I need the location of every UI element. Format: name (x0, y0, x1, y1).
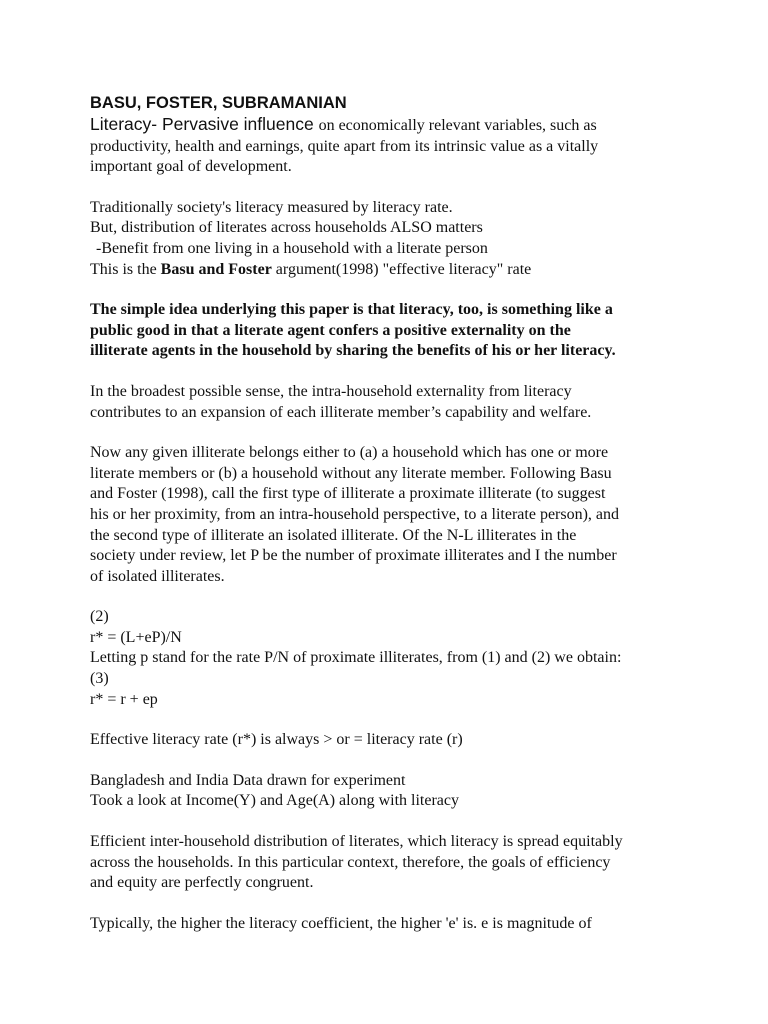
document-page (90, 92, 690, 934)
intro-line-1 (90, 114, 690, 137)
equations-block (90, 607, 690, 710)
now-any-line-1: Now any given illiterate belongs either to (a) a household which has one or more (90, 444, 609, 462)
broadest-paragraph (90, 382, 690, 423)
effective-paragraph (90, 730, 690, 751)
simple-idea-paragraph (90, 300, 690, 362)
now-any-line-4: his or her proximity, from an intra-household perspective, to a literate person), and (90, 505, 620, 523)
equation-3: r* = r + ep (90, 690, 158, 708)
equation-2-label: (2) (90, 608, 109, 626)
intro-paragraph (90, 114, 690, 178)
efficient-line-1: Efficient inter-household distribution of literates, which literacy is spread equitably (90, 833, 623, 851)
now-any-line-6: society under review, let P be the number of proximate illiterates and I the number (90, 547, 617, 565)
intro-lead-tail: on economically relevant variables, such as (318, 117, 597, 134)
traditional-line-4 (90, 260, 690, 281)
simple-idea-line-1: The simple idea underlying this paper is that literacy, too, is something like a (90, 301, 613, 319)
effective-line: Effective literacy rate (r*) is always > or = literacy rate (r) (90, 731, 463, 749)
intro-line-2: productivity, health and earnings, quite apart from its intrinsic value as a vitally (90, 137, 599, 155)
now-any-line-7: of isolated illiterates. (90, 567, 225, 585)
typically-paragraph (90, 914, 690, 935)
now-any-paragraph (90, 443, 690, 587)
traditional-line-4-post: argument(1998) "effective literacy" rate (271, 260, 532, 278)
document-heading: BASU, FOSTER, SUBRAMANIAN (90, 94, 347, 112)
traditional-line-4-pre: This is the (90, 260, 161, 278)
now-any-line-3: and Foster (1998), call the first type of illiterate a proximate illiterate (to suggest (90, 485, 606, 503)
efficient-line-3: and equity are perfectly congruent. (90, 874, 314, 892)
traditional-line-2: But, distribution of literates across households ALSO matters (90, 219, 483, 237)
letting-line: Letting p stand for the rate P/N of proximate illiterates, from (1) and (2) we obtain: (90, 649, 622, 667)
intro-line-3: important goal of development. (90, 158, 292, 176)
equation-3-label: (3) (90, 670, 109, 688)
traditional-line-4-bold: Basu and Foster (160, 260, 272, 278)
efficient-line-2: across the households. In this particular context, therefore, the goals of efficiency (90, 853, 611, 871)
now-any-line-5: the second type of illiterate an isolated illiterate. Of the N-L illiterates in the (90, 526, 577, 544)
data-note-line-2: Took a look at Income(Y) and Age(A) along with literacy (90, 792, 459, 810)
traditional-line-3: -Benefit from one living in a household with a literate person (96, 239, 488, 257)
equation-2: r* = (L+eP)/N (90, 628, 182, 646)
efficient-paragraph (90, 832, 690, 894)
broadest-line-2: contributes to an expansion of each illiterate member’s capability and welfare. (90, 403, 592, 421)
traditional-line-1: Traditionally society's literacy measured by literacy rate. (90, 198, 453, 216)
broadest-line-1: In the broadest possible sense, the intra-household externality from literacy (90, 382, 572, 400)
data-note-paragraph (90, 771, 690, 812)
typically-line: Typically, the higher the literacy coefficient, the higher 'e' is. e is magnitude of (90, 914, 592, 932)
simple-idea-line-3: illiterate agents in the household by sharing the benefits of his or her literacy. (90, 342, 616, 360)
now-any-line-2: literate members or (b) a household without any literate member. Following Basu (90, 464, 612, 482)
intro-lead: Literacy- Pervasive influence (90, 114, 319, 134)
data-note-line-1: Bangladesh and India Data drawn for experiment (90, 771, 406, 789)
traditional-paragraph (90, 198, 690, 280)
simple-idea-line-2: public good in that a literate agent confers a positive externality on the (90, 321, 571, 339)
